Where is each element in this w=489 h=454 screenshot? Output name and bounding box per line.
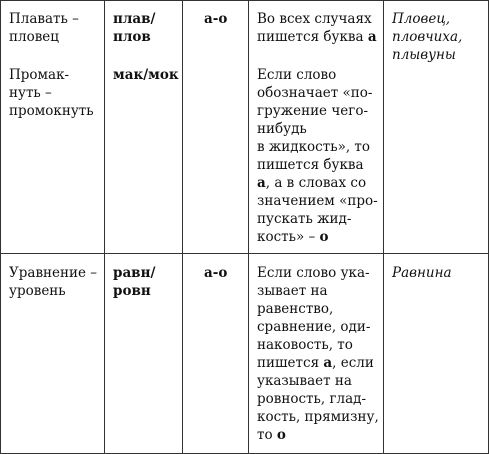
- text-line: значением «про-: [257, 193, 378, 209]
- text-line: промокнуть: [9, 103, 94, 119]
- text-line: пишется буква а: [257, 29, 377, 45]
- row2-words: [9, 264, 97, 300]
- text-line: Промак-: [9, 67, 70, 83]
- text-line: уровень: [9, 283, 66, 299]
- row1-words-group1: [9, 10, 79, 46]
- column-divider: [104, 0, 105, 454]
- text-line: указывает на: [257, 373, 352, 389]
- text-line: в жидкость», то: [257, 139, 371, 155]
- text-line: мак/мок: [113, 67, 179, 83]
- row1-vowels: [204, 10, 227, 28]
- row1-roots-group1: [113, 10, 155, 46]
- text-line: Пловец,: [392, 11, 451, 27]
- text-line: ровн: [113, 283, 151, 299]
- text-line: Плавать –: [9, 11, 79, 27]
- text-line: равенство,: [257, 301, 334, 317]
- row1-words-group2: [9, 66, 94, 120]
- row2-roots: [113, 264, 155, 300]
- text-line: Если слово: [257, 67, 337, 83]
- text-line: сравнение, оди-: [257, 319, 371, 335]
- text-line: пускать жид-: [257, 211, 352, 227]
- table-border-top: [0, 0, 489, 1]
- row-divider: [0, 253, 489, 254]
- text-line: наковость, то: [257, 337, 353, 353]
- text-line: равн/: [113, 265, 156, 281]
- row2-examples: [392, 264, 452, 282]
- text-line: зывает на: [257, 283, 328, 299]
- text-line: а, а в словах со: [257, 175, 367, 191]
- text-line: а-о: [204, 265, 228, 281]
- column-divider: [383, 0, 384, 454]
- text-line: кость» – о: [257, 229, 329, 245]
- column-divider: [248, 0, 249, 454]
- row2-vowels: [204, 264, 227, 282]
- text-line: кость, прямизну,: [257, 409, 379, 425]
- text-line: Уравнение –: [9, 265, 98, 281]
- row2-rule: [257, 264, 379, 444]
- text-line: а-о: [204, 11, 228, 27]
- text-line: пловец: [9, 29, 59, 45]
- column-divider: [182, 0, 183, 454]
- row1-rule-group2: [257, 66, 378, 246]
- text-line: нибудь: [257, 121, 307, 137]
- text-line: Равнина: [392, 265, 452, 281]
- text-line: Во всех случаях: [257, 11, 372, 27]
- text-line: нуть –: [9, 85, 52, 101]
- text-line: гружение чего-: [257, 103, 369, 119]
- text-line: обозначает «по-: [257, 85, 373, 101]
- text-line: пишется буква: [257, 157, 364, 173]
- table-border-left: [0, 0, 1, 454]
- text-line: плывуны: [392, 47, 456, 63]
- row1-roots-group2: [113, 66, 179, 84]
- text-line: плов: [113, 29, 151, 45]
- row1-rule-group1: [257, 10, 377, 46]
- text-line: плав/: [113, 11, 156, 27]
- row1-examples: [392, 10, 462, 64]
- text-line: пловчиха,: [392, 29, 463, 45]
- text-line: пишется а, если: [257, 355, 374, 371]
- text-line: то о: [257, 427, 286, 443]
- text-line: ровность, глад-: [257, 391, 367, 407]
- text-line: Если слово ука-: [257, 265, 370, 281]
